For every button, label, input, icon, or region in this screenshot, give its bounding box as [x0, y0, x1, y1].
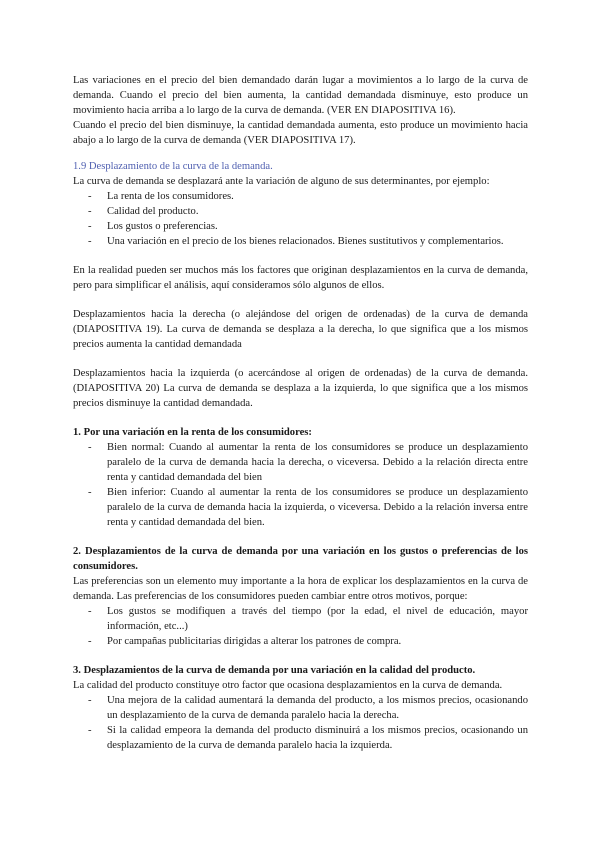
reality-paragraph: En la realidad pueden ser muchos más los factores que originan desplazamientos en la curva de demanda, pero para simplificar el análisis, aquí consideramos sólo algunos de ellos. — [73, 265, 528, 291]
section-2-lead: Las preferencias son un elemento muy importante a la hora de explicar los desplazamientos en la curva de demanda. Las preferencias de los consumidores pueden cambiar entre otros motivos, porque: — [73, 576, 528, 602]
shift-right-paragraph: Desplazamientos hacia la derecha (o alejándose del origen de ordenadas) de la curva de demanda (DIAPOSITIVA 19). La curva de demanda se desplaza a la derecha, lo que significa que a los mismos precios aumenta la cantidad demandada — [73, 309, 528, 350]
determinants-list — [73, 189, 528, 249]
section-1-heading: 1. Por una variación en la renta de los consumidores: — [73, 427, 312, 438]
shift-left-paragraph: Desplazamientos hacia la izquierda (o acercándose al origen de ordenadas) de la curva de demanda. (DIAPOSITIVA 20) La curva de demanda se desplaza a la izquierda, lo que significa que a los mismos precios disminuye la cantidad demandada. — [73, 368, 528, 409]
list-item: - Los gustos o preferencias. — [73, 219, 528, 234]
intro-paragraph-1: Las variaciones en el precio del bien demandado darán lugar a movimientos a lo largo de la curva de demanda. Cuando el precio del bien aumenta, la cantidad demandada disminuye, esto produce un movimiento hacia arriba a lo largo de la curva de demanda. (VER EN DIAPOSITIVA 16). — [73, 75, 528, 116]
section-1-9-heading: 1.9 Desplazamiento de la curva de la demanda. — [73, 161, 273, 172]
list-item: - La renta de los consumidores. — [73, 189, 528, 204]
list-item: - Calidad del producto. — [73, 204, 528, 219]
list-item: - Una mejora de la calidad aumentará la demanda del producto, a los mismos precios, ocasionando un desplazamiento de la curva de demanda paralelo hacia la derecha. — [73, 693, 528, 723]
quality-list — [73, 693, 528, 753]
section-1-9-lead: La curva de demanda se desplazará ante la variación de alguno de sus determinantes, por ejemplo: — [73, 176, 490, 187]
list-item: - Si la calidad empeora la demanda del producto disminuirá a los mismos precios, ocasionando un desplazamiento de la curva de demanda paralelo hacia la izquierda. — [73, 723, 528, 753]
section-3-lead: La calidad del producto constituye otro factor que ocasiona desplazamientos en la curva de demanda. — [73, 680, 503, 691]
document-body — [73, 73, 528, 753]
intro-paragraph-2: Cuando el precio del bien disminuye, la cantidad demandada aumenta, esto produce un movimiento hacia abajo a lo largo de la curva de demanda (VER DIAPOSITIVA 17). — [73, 120, 528, 146]
list-item: - Bien normal: Cuando al aumentar la renta de los consumidores se produce un desplazamiento paralelo de la curva de demanda hacia la derecha, o viceversa. Debido a la relación directa entre renta y cantidad demandada del bien — [73, 440, 528, 485]
list-item: - Una variación en el precio de los bienes relacionados. Bienes sustitutivos y complementarios. — [73, 234, 528, 249]
preferences-list — [73, 604, 528, 649]
section-3-heading: 3. Desplazamientos de la curva de demanda por una variación en la calidad del producto. — [73, 665, 476, 676]
income-list — [73, 440, 528, 530]
section-2-heading: 2. Desplazamientos de la curva de demanda por una variación en los gustos o preferencias de los consumidores. — [73, 546, 528, 572]
list-item: - Los gustos se modifiquen a través del tiempo (por la edad, el nivel de educación, mayor información, etc...) — [73, 604, 528, 634]
list-item: - Por campañas publicitarias dirigidas a alterar los patrones de compra. — [73, 634, 528, 649]
list-item: - Bien inferior: Cuando al aumentar la renta de los consumidores se produce un desplazamiento paralelo de la curva de demanda hacia la izquierda, o viceversa. Debido a la relación inversa entre renta y cantidad demandada del bien. — [73, 485, 528, 530]
